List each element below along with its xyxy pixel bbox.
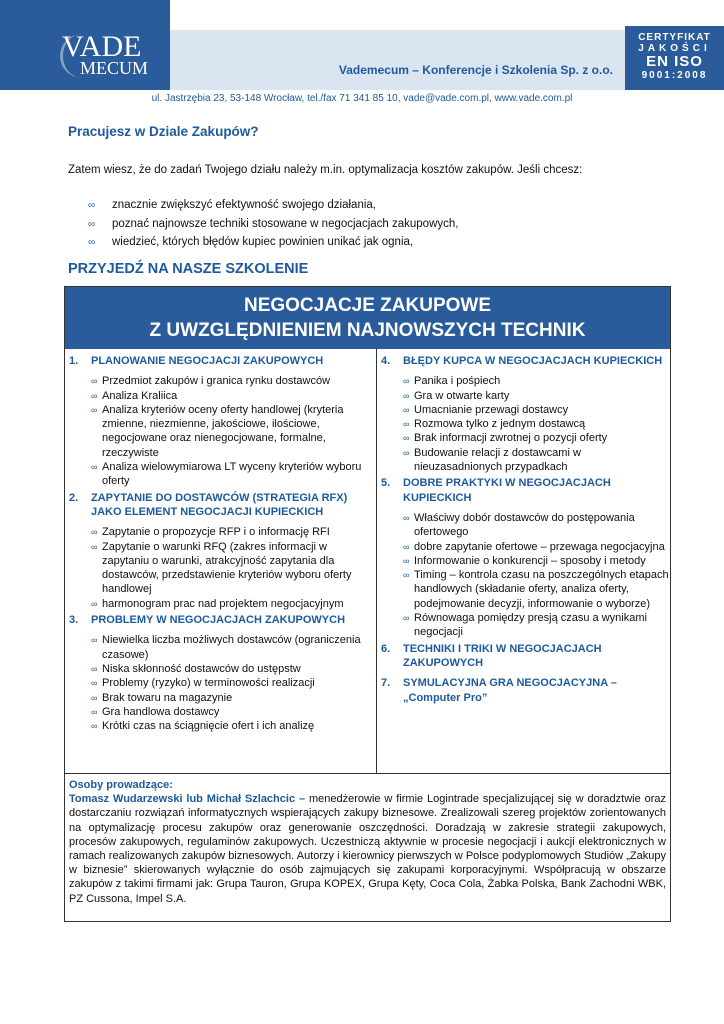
- program-section-heading: [69, 491, 373, 520]
- item-text: Zapytanie o warunki RFQ (zakres informacji w zapytaniu o warunki, atrakcyjność zapytania dla dostawców, przedstawienie kryteriów wyboru oferty handlowej: [102, 540, 352, 596]
- item-text: Niska skłonność dostawców do ustępstw: [102, 662, 301, 675]
- intro-bullet-item: [88, 218, 458, 237]
- item-text: Zapytanie o propozycje RFP i o informację RFI: [102, 526, 330, 539]
- item-text: Właściwy dobór dostawców do postępowania ofertowego: [414, 511, 635, 539]
- item-text: Analiza kryteriów oceny oferty handlowej (kryteria zmienne, niezmienne, jakościowe, ilościowe, negocjowane oraz nienegocjowane, formalne, rzeczywiste: [102, 403, 344, 459]
- course-title-line-1: NEGOCJACJE ZAKUPOWE: [243, 295, 492, 316]
- list-item: [403, 417, 669, 431]
- item-text: Analiza wielowymiarowa LT wyceny kryteriów wyboru oferty: [102, 461, 362, 488]
- section-number: 7.: [381, 677, 391, 690]
- vademecum-logo: [0, 0, 170, 90]
- list-item: [403, 540, 669, 554]
- item-text: Krótki czas na ściągnięcie ofert i ich analizę: [102, 720, 315, 733]
- item-marker-icon: ∞: [91, 692, 98, 703]
- trainers-names: Tomasz Wudarzewski lub Michał Szlachcic –: [69, 793, 306, 806]
- item-text: dobre zapytanie ofertowe – przewaga negocjacyjna: [414, 540, 665, 553]
- company-name: Vademecum – Konferencje i Szkolenia Sp. z o.o.: [338, 63, 613, 77]
- trainers-bio: menedżerowie w firmie Logintrade specjalizującej się w doradztwie oraz dostarczaniu rozwiązań informatycznych wspierających zakupy biznesowe. Zrealizowali szereg projektów zorientowanych na optymalizację procesu zakupów oraz generowanie oszczędności. Doradzają w zakresie strategii zakupowych, procesów zakupowych, regulaminów zakupowych. Uczestniczą aktywnie w procesie negocjacji i aukcji elektronicznych w ramach realizowanych zakupów biznesowych. Autorzy i kierownicy pierwszych w Polsce podyplomowych Studiów „Zakupy w biznesie” skierowanych wyłącznie do osób zajmujących się zakupami korporacyjnymi. Współpracują w obszarze zakupów z takimi firmami jak: Grupa Tauron, Grupa KOPEX, Grupa Kęty, Coca Cola, Żabka Polska, Bank Zachodni WBK, PZ Cussona, Impel S.A.: [69, 793, 666, 905]
- item-text: Panika i pośpiech: [414, 375, 501, 388]
- item-marker-icon: ∞: [91, 527, 98, 538]
- list-item: [403, 568, 669, 611]
- item-marker-icon: ∞: [403, 433, 410, 444]
- program-left-column: [69, 354, 373, 735]
- section-title: BŁĘDY KUPCA W NEGOCJACJACH KUPIECKICH: [403, 355, 663, 367]
- list-item: [91, 389, 373, 403]
- item-text: Gra w otwarte karty: [414, 389, 510, 402]
- course-title-line-2: Z UWZGLĘDNIENIEM NAJNOWSZYCH TECHNIK: [149, 320, 586, 341]
- item-marker-icon: ∞: [91, 376, 98, 387]
- item-text: Gra handlowa dostawcy: [102, 705, 220, 718]
- section-title: DOBRE PRAKTYKI W NEGOCJACJACH KUPIECKICH: [403, 477, 611, 504]
- program-section-heading: [69, 613, 373, 627]
- page-header: [0, 0, 724, 90]
- item-text: Brak informacji zwrotnej o pozycji oferty: [414, 432, 608, 445]
- call-to-action: PRZYJEDŹ NA NASZE SZKOLENIE: [68, 261, 309, 277]
- section-number: 3.: [69, 614, 79, 627]
- item-marker-icon: ∞: [403, 541, 410, 552]
- trainers-description: [69, 792, 666, 906]
- item-text: Równowaga pomiędzy presją czasu a wynikami negocjacji: [414, 612, 647, 639]
- item-text: Problemy (ryzyko) w terminowości realizacji: [102, 677, 315, 690]
- program-section-heading: [69, 354, 373, 368]
- section-item-list: [69, 374, 373, 488]
- list-item: [403, 403, 669, 417]
- item-text: Budowanie relacji z dostawcami w nieuzasadnionych przypadkach: [414, 446, 581, 474]
- list-item: [91, 403, 373, 460]
- intro-bullet-list: [88, 199, 458, 255]
- program-section-heading: [381, 642, 669, 671]
- list-item: [403, 431, 669, 445]
- course-title: [65, 287, 670, 349]
- intro-bullet-item: [88, 199, 458, 218]
- intro-bullet-item: [88, 236, 458, 255]
- item-marker-icon: ∞: [403, 613, 410, 624]
- logo-text-top: VADE: [62, 30, 142, 63]
- list-item: [91, 662, 373, 676]
- item-text: Niewielka liczba możliwych dostawców (ograniczenia czasowe): [102, 634, 361, 661]
- item-marker-icon: ∞: [91, 635, 98, 646]
- trainers-heading: Osoby prowadzące:: [69, 779, 173, 791]
- item-marker-icon: ∞: [403, 390, 410, 401]
- list-item: [91, 374, 373, 388]
- bullet-marker-icon: ∞: [88, 237, 96, 248]
- item-text: Brak towaru na magazynie: [102, 691, 233, 704]
- list-item: [91, 705, 373, 719]
- item-marker-icon: ∞: [91, 404, 98, 415]
- item-marker-icon: ∞: [91, 663, 98, 674]
- section-item-list: [69, 525, 373, 611]
- item-text: Analiza Kraliica: [102, 389, 178, 402]
- list-item: [403, 374, 669, 388]
- item-marker-icon: ∞: [403, 404, 410, 415]
- section-item-list: [381, 374, 669, 474]
- item-marker-icon: ∞: [403, 376, 410, 387]
- item-text: harmonogram prac nad projektem negocjacyjnym: [102, 597, 344, 610]
- intro-bullet-text: wiedzieć, których błędów kupiec powinien unikać jak ognia,: [112, 236, 414, 248]
- section-title: TECHNIKI I TRIKI W NEGOCJACJACH ZAKUPOWYCH: [403, 642, 602, 669]
- item-text: Informowanie o konkurencji – sposoby i metody: [414, 554, 646, 567]
- list-item: [403, 511, 669, 540]
- header-band: [170, 30, 625, 90]
- item-marker-icon: ∞: [91, 390, 98, 401]
- list-item: [91, 460, 373, 489]
- list-item: [91, 676, 373, 690]
- item-text: Timing – kontrola czasu na poszczególnych etapach handlowych (składanie oferty, analiza oferty, podejmowanie decyzji, informowanie o wyborze): [414, 569, 669, 610]
- item-marker-icon: ∞: [91, 706, 98, 717]
- section-number: 1.: [69, 355, 79, 367]
- item-marker-icon: ∞: [91, 721, 98, 732]
- section-title: PLANOWANIE NEGOCJACJI ZAKUPOWYCH: [91, 355, 324, 367]
- item-marker-icon: ∞: [403, 555, 410, 566]
- list-item: [91, 525, 373, 539]
- item-marker-icon: ∞: [403, 512, 410, 523]
- list-item: [91, 691, 373, 705]
- list-item: [403, 446, 669, 475]
- cert-line-1: CERTYFIKAT: [638, 32, 711, 43]
- contact-address: ul. Jastrzębia 23, 53-148 Wrocław, tel./fax 71 341 85 10, vade@vade.com.pl, www.vade.com.pl: [151, 93, 573, 104]
- item-text: Umacnianie przewagi dostawcy: [414, 403, 569, 416]
- program-section-heading: [381, 476, 669, 505]
- section-item-list: [381, 511, 669, 640]
- list-item: [403, 611, 669, 640]
- cert-line-4: 9001:2008: [641, 70, 708, 81]
- section-number: 5.: [381, 477, 391, 490]
- list-item: [403, 554, 669, 568]
- list-item: [91, 719, 373, 733]
- logo-text-bottom: MECUM: [80, 58, 149, 78]
- item-marker-icon: ∞: [91, 598, 98, 609]
- item-marker-icon: ∞: [403, 570, 410, 581]
- cert-line-3: EN ISO: [646, 53, 703, 70]
- section-title: ZAPYTANIE DO DOSTAWCÓW (STRATEGIA RFX) JAKO ELEMENT NEGOCJACJI KUPIECKICH: [91, 491, 348, 518]
- cert-line-2: JAKOŚCI: [638, 43, 711, 54]
- item-marker-icon: ∞: [91, 541, 98, 552]
- section-number: 4.: [381, 355, 391, 367]
- column-divider: [376, 349, 377, 773]
- item-marker-icon: ∞: [403, 419, 410, 430]
- item-text: Przedmiot zakupów i granica rynku dostawców: [102, 375, 331, 388]
- program-section-heading: [381, 354, 669, 368]
- section-number: 2.: [69, 491, 79, 504]
- program-right-column: [381, 354, 669, 711]
- section-title: SYMULACYJNA GRA NEGOCJACYJNA – „Computer Pro”: [403, 677, 617, 704]
- trainers-section: [69, 778, 666, 906]
- item-marker-icon: ∞: [91, 678, 98, 689]
- program-section-heading: [381, 676, 669, 705]
- course-program-box: [64, 286, 671, 922]
- bullet-marker-icon: ∞: [88, 218, 96, 230]
- list-item: [91, 633, 373, 662]
- list-item: [91, 540, 373, 597]
- section-number: 6.: [381, 642, 391, 655]
- list-item: [91, 597, 373, 611]
- intro-text: Zatem wiesz, że do zadań Twojego działu należy m.in. optymalizacja kosztów zakupów. Jeśli chcesz:: [68, 164, 583, 176]
- section-item-list: [69, 633, 373, 733]
- section-title: PROBLEMY W NEGOCJACJACH ZAKUPOWYCH: [91, 614, 346, 627]
- section-divider: [65, 773, 670, 774]
- item-text: Rozmowa tylko z jednym dostawcą: [414, 418, 586, 431]
- list-item: [403, 389, 669, 403]
- iso-certificate-badge: [625, 26, 724, 90]
- intro-question: Pracujesz w Dziale Zakupów?: [68, 124, 259, 139]
- bullet-marker-icon: ∞: [88, 200, 96, 211]
- intro-bullet-text: znacznie zwiększyć efektywność swojego działania,: [112, 199, 376, 211]
- item-marker-icon: ∞: [403, 447, 410, 458]
- intro-bullet-text: poznać najnowsze techniki stosowane w negocjacjach zakupowych,: [112, 217, 459, 230]
- item-marker-icon: ∞: [91, 462, 98, 473]
